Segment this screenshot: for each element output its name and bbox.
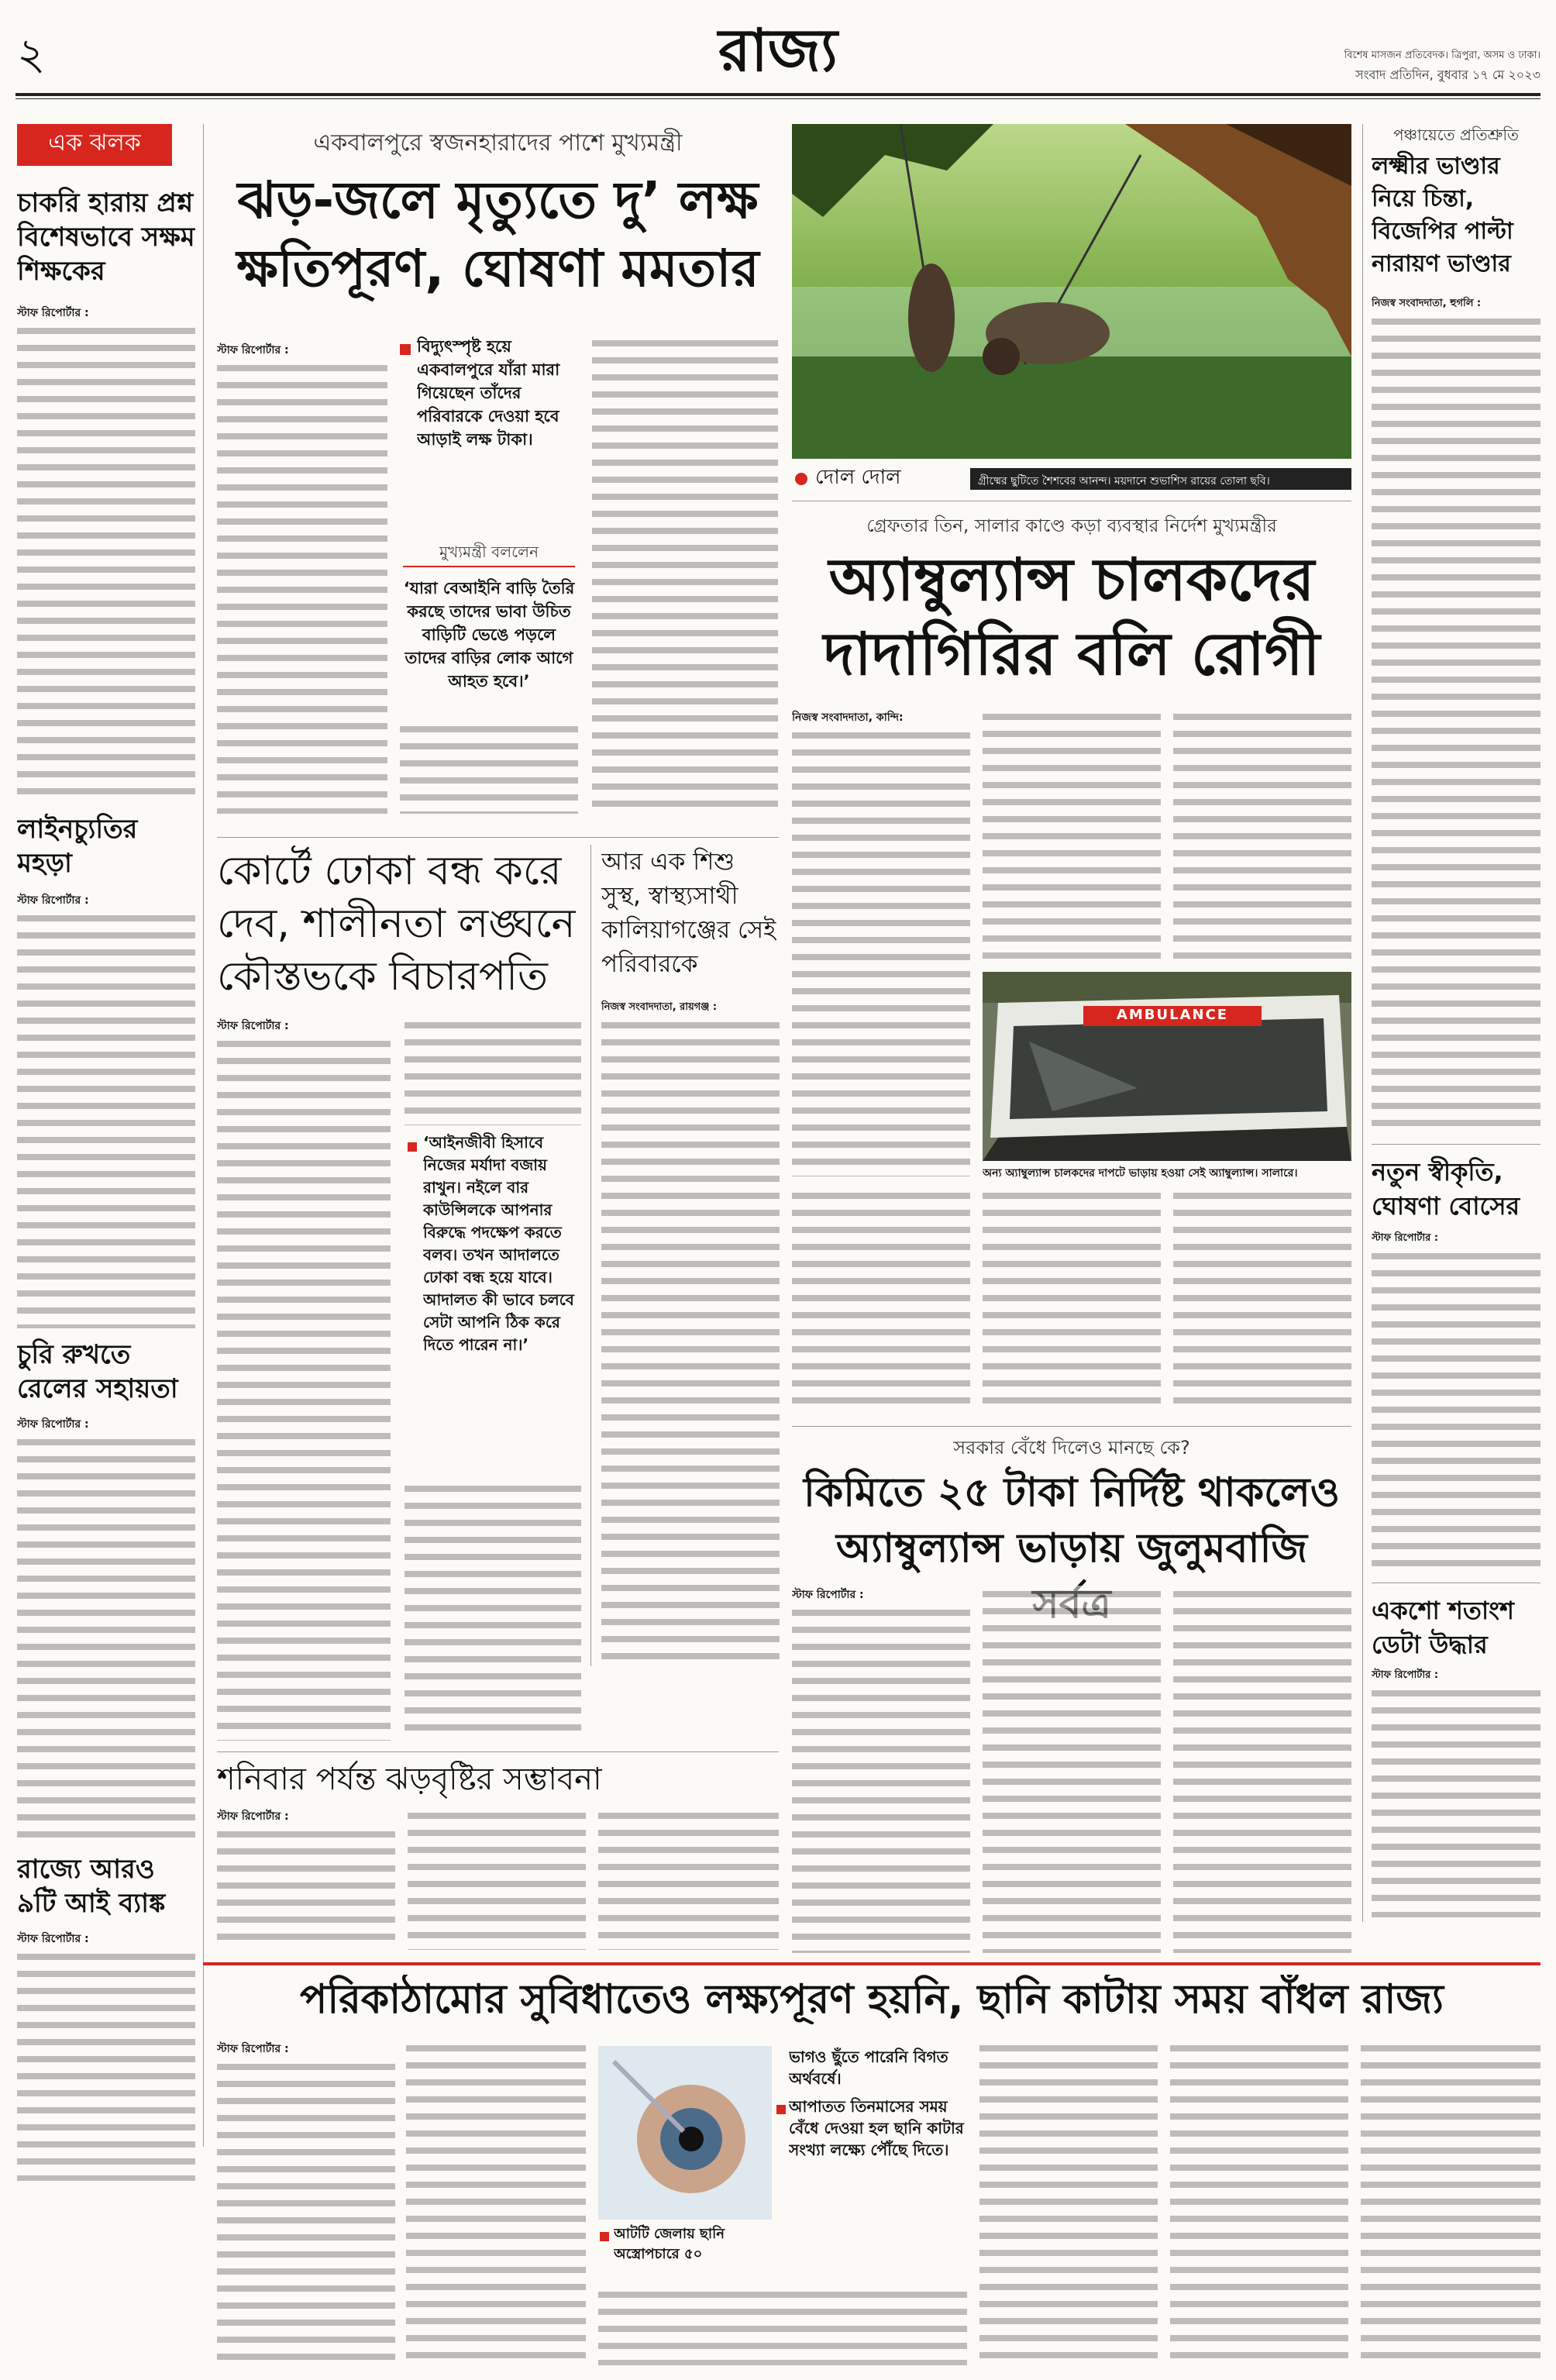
bottom-body-5 <box>1170 2040 1348 2365</box>
lead-body-col3 <box>592 335 778 814</box>
court-byline: স্টাফ রিপোর্টার : <box>217 1020 289 1032</box>
bottom-body-4 <box>979 2040 1158 2365</box>
bottom-callout1: ভাগও ছুঁতে পারেনি বিগত অর্থবর্ষে। <box>789 2048 948 2088</box>
right-byline: নিজস্ব সংবাদদাতা, হুগলি : <box>1372 298 1482 309</box>
left-column <box>17 124 195 2185</box>
ambulance-photo-image <box>983 972 1351 1161</box>
ambulance-body-1 <box>792 727 970 1176</box>
lead-byline: স্টাফ রিপোর্টার : <box>217 344 289 356</box>
story-body <box>17 322 195 801</box>
child-headline: আর এক শিশু সুস্থ, স্বাস্থ্যসাথী কালিয়াগঞ্জের সেই পরিবারকে <box>601 848 776 978</box>
photo1-caption-bar <box>792 465 1351 493</box>
right-story3-byline: স্টাফ রিপোর্টার : <box>1372 1669 1439 1681</box>
story-body <box>17 1948 195 2181</box>
ambulance-body-2 <box>983 708 1161 964</box>
swing-photo-image <box>792 124 1351 459</box>
ambulance-body-6 <box>792 1187 970 1412</box>
court-quote-bullet <box>408 1142 417 1152</box>
weather-body-3 <box>598 1807 779 1950</box>
bottom-body-6 <box>1361 2040 1541 2365</box>
fare-body-2 <box>983 1586 1161 1953</box>
date-line: সংবাদ প্রতিদিন, বুধবার ১৭ মে ২০২৩ <box>1355 67 1541 82</box>
swing-photo <box>792 124 1351 459</box>
right-story3-headline: একশো শতাংশ ডেটা উদ্ধার <box>1372 1596 1514 1659</box>
child-byline: নিজস্ব সংবাদদাতা, রায়গঞ্জ : <box>601 1001 718 1013</box>
bottom-byline: স্টাফ রিপোর্টার : <box>217 2043 289 2055</box>
court-quote: ‘আইনজীবী হিসাবে নিজের মর্যাদা বজায় রাখুন। নইলে বার কাউন্সিলকে আপনার বিরুদ্ধে পদক্ষেপ করতে বলব। তখন আদালতে ঢোকা বন্ধ হয়ে যাবে। আদালত কী ভাবে চলবে সেটা আপনি ঠিক করে দিতে পারেন না।’ <box>423 1133 574 1354</box>
callout-bullet <box>776 2105 786 2114</box>
section-title: রাজ্য <box>718 17 838 84</box>
story-headline: চুরি রুখতে রেলের সহায়তা <box>17 1339 178 1404</box>
weather-byline: স্টাফ রিপোর্টার : <box>217 1810 289 1823</box>
fare-body-3 <box>1173 1586 1351 1953</box>
right-body-1 <box>1372 313 1541 1135</box>
right-story2-byline: স্টাফ রিপোর্টার : <box>1372 1232 1439 1244</box>
story-byline: স্টাফ রিপোর্টার : <box>17 894 89 907</box>
photo1-caption: গ্রীষ্মের ছুটিতে শৈশবের আনন্দ। ময়দানে শুভাশিস রায়ের তোলা ছবি। <box>970 468 1351 490</box>
edition-note: বিশেষ মাসজন প্রতিবেদক। ত্রিপুরা, অসম ও ঢাকা। <box>1344 50 1541 61</box>
ambulance-headline: অ্যাম্বুল্যান্স চালকদের দাদাগিরির বলি রোগী <box>823 545 1320 688</box>
callout-bullet <box>400 344 411 355</box>
court-story <box>217 845 581 1751</box>
lead-quote: ‘যারা বেআইনি বাড়ি তৈরি করছে তাদের ভাবা উচিত বাড়িটি ভেঙে পড়লে তাদের বাড়ির লোক আগে আহত হবে।’ <box>403 579 575 691</box>
right-headline: লক্ষ্মীর ভাণ্ডার নিয়ে চিন্তা, বিজেপির পাল্টা নারায়ণ ভাণ্ডার <box>1372 153 1513 277</box>
child-body <box>601 1017 780 1663</box>
ambulance-photo-caption: অন্য অ্যাম্বুল্যান্স চালকদের দাপটে ভাড়ায় হওয়া সেই অ্যাম্বুল্যান্স। সালারে। <box>983 1167 1298 1180</box>
right-kicker: পঞ্চায়েতে প্রতিশ্রুতি <box>1392 126 1520 144</box>
fare-kicker: সরকার বেঁধে দিলেও মানছে কে? <box>953 1437 1190 1459</box>
masthead-rule <box>15 93 1541 96</box>
ambulance-story <box>792 505 1351 1424</box>
column-divider <box>590 845 591 1666</box>
court-headline: কোর্টে ঢোকা বন্ধ করে দেব, শালীনতা লঙ্ঘনে কৌস্তভকে বিচারপতি <box>217 848 576 1000</box>
right-body-3 <box>1372 1685 1541 1917</box>
story-headline: চাকরি হারায় প্রশ্ন বিশেষভাবে সক্ষম শিক্ষকের <box>17 188 195 287</box>
column-divider <box>1362 124 1363 1922</box>
photo1-label: দোল দোল <box>815 467 901 489</box>
fare-byline: স্টাফ রিপোর্টার : <box>792 1589 864 1601</box>
bottom-body-1 <box>217 2058 395 2365</box>
court-body-3 <box>404 1480 581 1741</box>
court-body-1 <box>217 1035 391 1741</box>
ambulance-body-4 <box>983 1187 1161 1412</box>
right-column <box>1372 124 1541 1922</box>
story-byline: স্টাফ রিপোর্টার : <box>17 307 89 319</box>
story-headline: রাজ্যে আরও ৯টি আই ব্যাঙ্ক <box>17 1854 166 1919</box>
section-divider <box>792 1426 1351 1427</box>
fare-body-1 <box>792 1604 970 1953</box>
surgery-photo-image <box>598 2046 772 2220</box>
ambulance-body-5 <box>1173 1187 1351 1412</box>
ambulance-body-3 <box>1173 708 1351 964</box>
surgery-photo <box>598 2046 772 2220</box>
story-body <box>17 910 195 1328</box>
right-body-2 <box>1372 1248 1541 1573</box>
weather-body-2 <box>408 1807 586 1950</box>
lead-body-col2b <box>400 721 578 814</box>
lead-kicker: একবালপুরে স্বজনহারাদের পাশে মুখ্যমন্ত্রী <box>313 129 683 157</box>
section-divider <box>217 1751 779 1752</box>
child-story <box>601 845 780 1666</box>
bottom-red-rule <box>203 1962 1541 1965</box>
story-headline: লাইনচ্যুতির মহড়া <box>17 814 138 879</box>
fare-headline: কিমিতে ২৫ টাকা নির্দিষ্ট থাকলেও অ্যাম্বুল্যান্স ভাড়ায় জুলুমবাজি <box>803 1469 1341 1572</box>
ambulance-sign: AMBULANCE <box>1116 1007 1229 1023</box>
ambulance-byline: নিজস্ব সংবাদদাতা, কান্দি: <box>792 711 904 724</box>
page-number: ২ <box>17 31 46 80</box>
ambulance-kicker: গ্রেফতার তিন, সালার কাণ্ডে কড়া ব্যবস্থার নির্দেশ মুখ্যমন্ত্রীর <box>866 516 1277 536</box>
story-body <box>17 1434 195 1844</box>
lead-headline: ঝড়-জলে মৃত্যুতে দু’ লক্ষ ক্ষতিপূরণ, ঘোষণা মমতার <box>236 170 759 298</box>
bottom-story <box>203 1968 1541 2371</box>
quote-rule <box>403 566 575 567</box>
bottom-body-3 <box>598 2286 967 2365</box>
lead-story <box>217 124 779 829</box>
ambulance-photo <box>983 972 1351 1161</box>
bottom-photo-caption: আটটি জেলায় ছানি অস্ত্রোপচারে ৫০ <box>614 2226 725 2262</box>
story-byline: স্টাফ রিপোর্টার : <box>17 1933 89 1945</box>
bottom-callout2: আপাতত তিনমাসের সময় বেঁধে দেওয়া হল ছানি কাটার সংখ্যা লক্ষ্যে পৌঁছে দিতে। <box>789 2097 964 2159</box>
weather-body-1 <box>217 1826 395 1950</box>
story-byline: স্টাফ রিপোর্টার : <box>17 1418 89 1431</box>
masthead-rule-thin <box>15 98 1541 99</box>
lead-body-col1 <box>217 360 387 814</box>
lead-callout: বিদ্যুৎস্পৃষ্ট হয়ে একবালপুরে যাঁরা মারা গিয়েছেন তাঁদের পরিবারকে দেওয়া হবে আড়াই লক্ষ টাকা। <box>400 335 578 529</box>
bottom-headline: পরিকাঠামোর সুবিধাতেও লক্ষ্যপূরণ হয়নি, ছানি কাটায় সময় বাঁধল রাজ্য <box>300 1976 1444 2023</box>
right-story2-headline: নতুন স্বীকৃতি, ঘোষণা বোসের <box>1372 1157 1520 1221</box>
quote-label: মুখ্যমন্ত্রী বললেন <box>439 542 539 561</box>
fare-story <box>792 1431 1351 1958</box>
weather-story <box>217 1756 779 1953</box>
ek-jhalak-tag: এক ঝলক <box>17 124 172 166</box>
section-divider <box>1372 1144 1541 1145</box>
photo-caption-bullet <box>600 2232 609 2241</box>
court-body-2 <box>404 1017 581 1125</box>
section-divider <box>217 837 779 838</box>
bottom-body-2 <box>406 2040 586 2365</box>
weather-headline: শনিবার পর্যন্ত ঝড়বৃষ্টির সম্ভাবনা <box>217 1762 602 1797</box>
caption-bullet <box>795 473 807 485</box>
column-divider <box>203 124 204 2147</box>
masthead <box>0 0 1556 93</box>
